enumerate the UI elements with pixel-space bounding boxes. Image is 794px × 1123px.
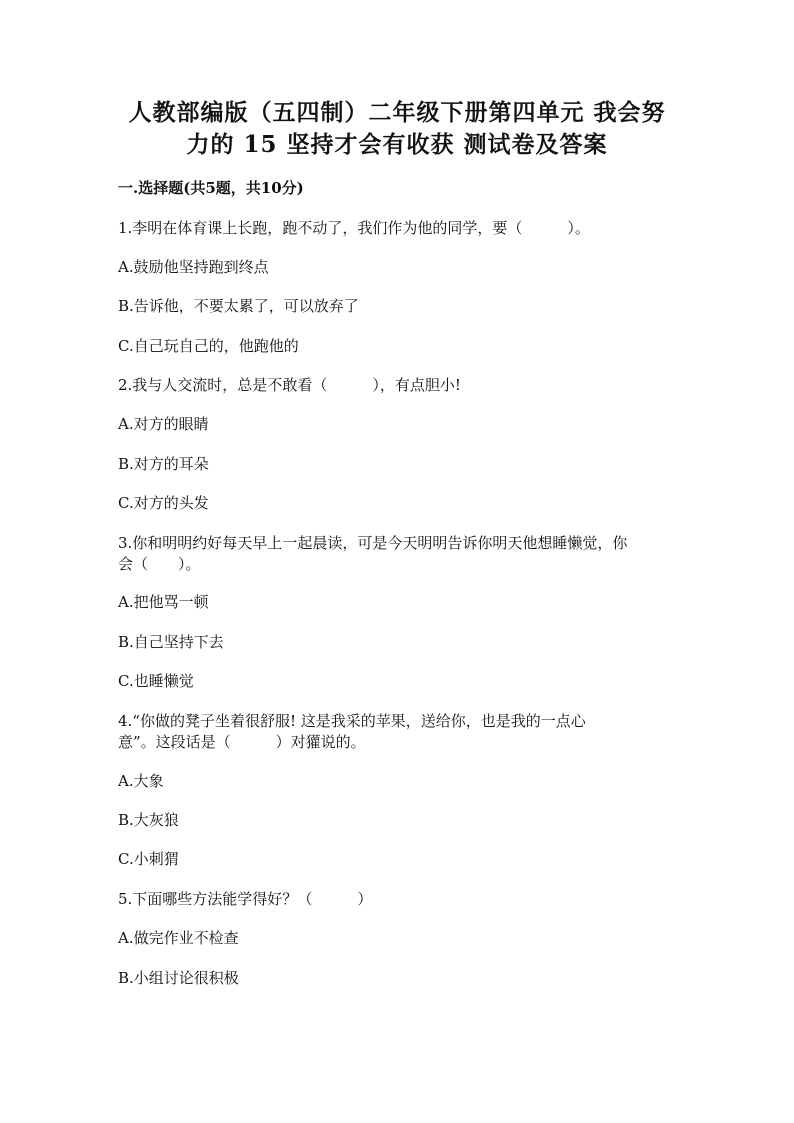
question-3-stem-line1: 3.你和明明约好每天早上一起晨读，可是今天明明告诉你明天他想睡懒觉，你	[118, 534, 628, 552]
question-4-option-c: C.小刺猬	[118, 850, 179, 868]
question-2-option-a: A.对方的眼睛	[118, 415, 209, 433]
document-title-line1: 人教部编版（五四制）二年级下册第四单元 我会努	[128, 99, 666, 126]
section-heading: 一.选择题(共5题，共10分)	[118, 179, 304, 197]
question-5-option-b: B.小组讨论很积极	[118, 969, 239, 987]
question-1-option-b: B.告诉他，不要太累了，可以放弃了	[118, 297, 359, 315]
question-1-option-c: C.自己玩自己的，他跑他的	[118, 337, 299, 355]
question-4-option-a: A.大象	[118, 772, 164, 790]
question-4-stem-line1: 4.“你做的凳子坐着很舒服! 这是我采的苹果，送给你，也是我的一点心	[118, 712, 586, 730]
question-5-stem: 5.下面哪些方法能学得好？（ ）	[118, 890, 373, 908]
question-3-option-c: C.也睡懒觉	[118, 672, 194, 690]
question-4-option-b: B.大灰狼	[118, 811, 179, 829]
question-3-option-a: A.把他骂一顿	[118, 593, 209, 611]
question-3-stem-line2: 会（ ）。	[118, 555, 201, 573]
question-3-option-b: B.自己坚持下去	[118, 633, 224, 651]
question-5-option-a: A.做完作业不检查	[118, 929, 239, 947]
question-4-stem-line2: 意”。这段话是（ ）对獾说的。	[118, 733, 366, 751]
question-2-option-c: C.对方的头发	[118, 494, 209, 512]
question-2-option-b: B.对方的耳朵	[118, 455, 209, 473]
question-1-stem: 1.李明在体育课上长跑，跑不动了，我们作为他的同学，要（ ）。	[118, 219, 590, 237]
question-2-stem: 2.我与人交流时，总是不敢看（ ），有点胆小!	[118, 376, 461, 394]
question-1-option-a: A.鼓励他坚持跑到终点	[118, 258, 269, 276]
document-title-line2: 力的 15 坚持才会有收获 测试卷及答案	[186, 131, 608, 158]
